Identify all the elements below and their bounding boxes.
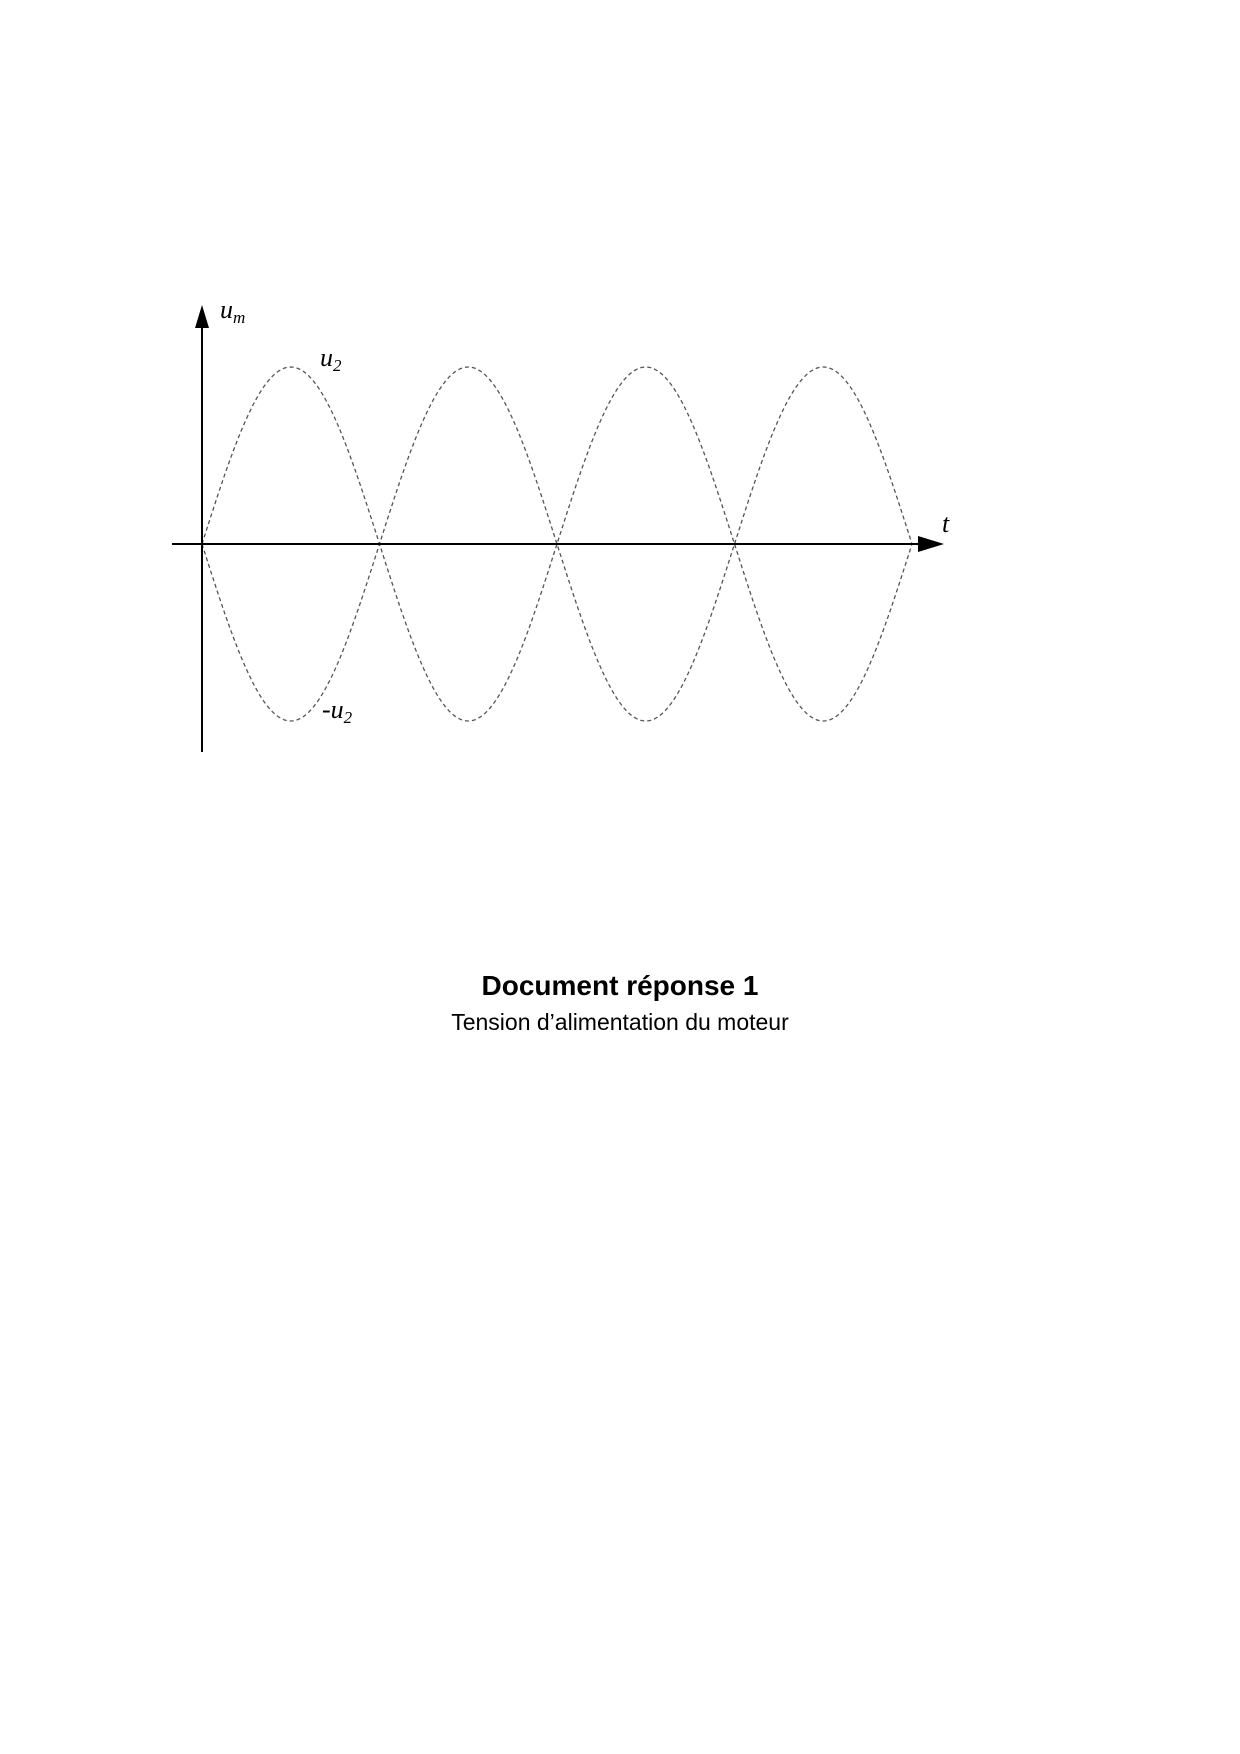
voltage-axis-label-sub: m [233, 308, 246, 327]
time-axis-label: t [942, 509, 950, 538]
voltage-axis-arrowhead [195, 305, 209, 328]
voltage-axis-label-base: u [220, 295, 233, 324]
series-label-neg-u2 [322, 695, 353, 727]
voltage-chart [0, 0, 1240, 800]
series-label-neg-u2-prefix: - [322, 695, 331, 724]
document-title: Document réponse 1 [481, 970, 759, 1001]
series-label-u2 [320, 343, 342, 375]
document-subtitle: Tension d’alimentation du moteur [451, 1009, 789, 1035]
series-label-u2-sub: 2 [333, 356, 342, 375]
series-label-u2-base: u [320, 343, 333, 372]
series-label-neg-u2-sub: 2 [343, 708, 353, 727]
series-label-neg-u2-base: u [330, 695, 344, 724]
time-axis-arrowhead [918, 536, 944, 552]
voltage-axis-label [220, 295, 245, 327]
